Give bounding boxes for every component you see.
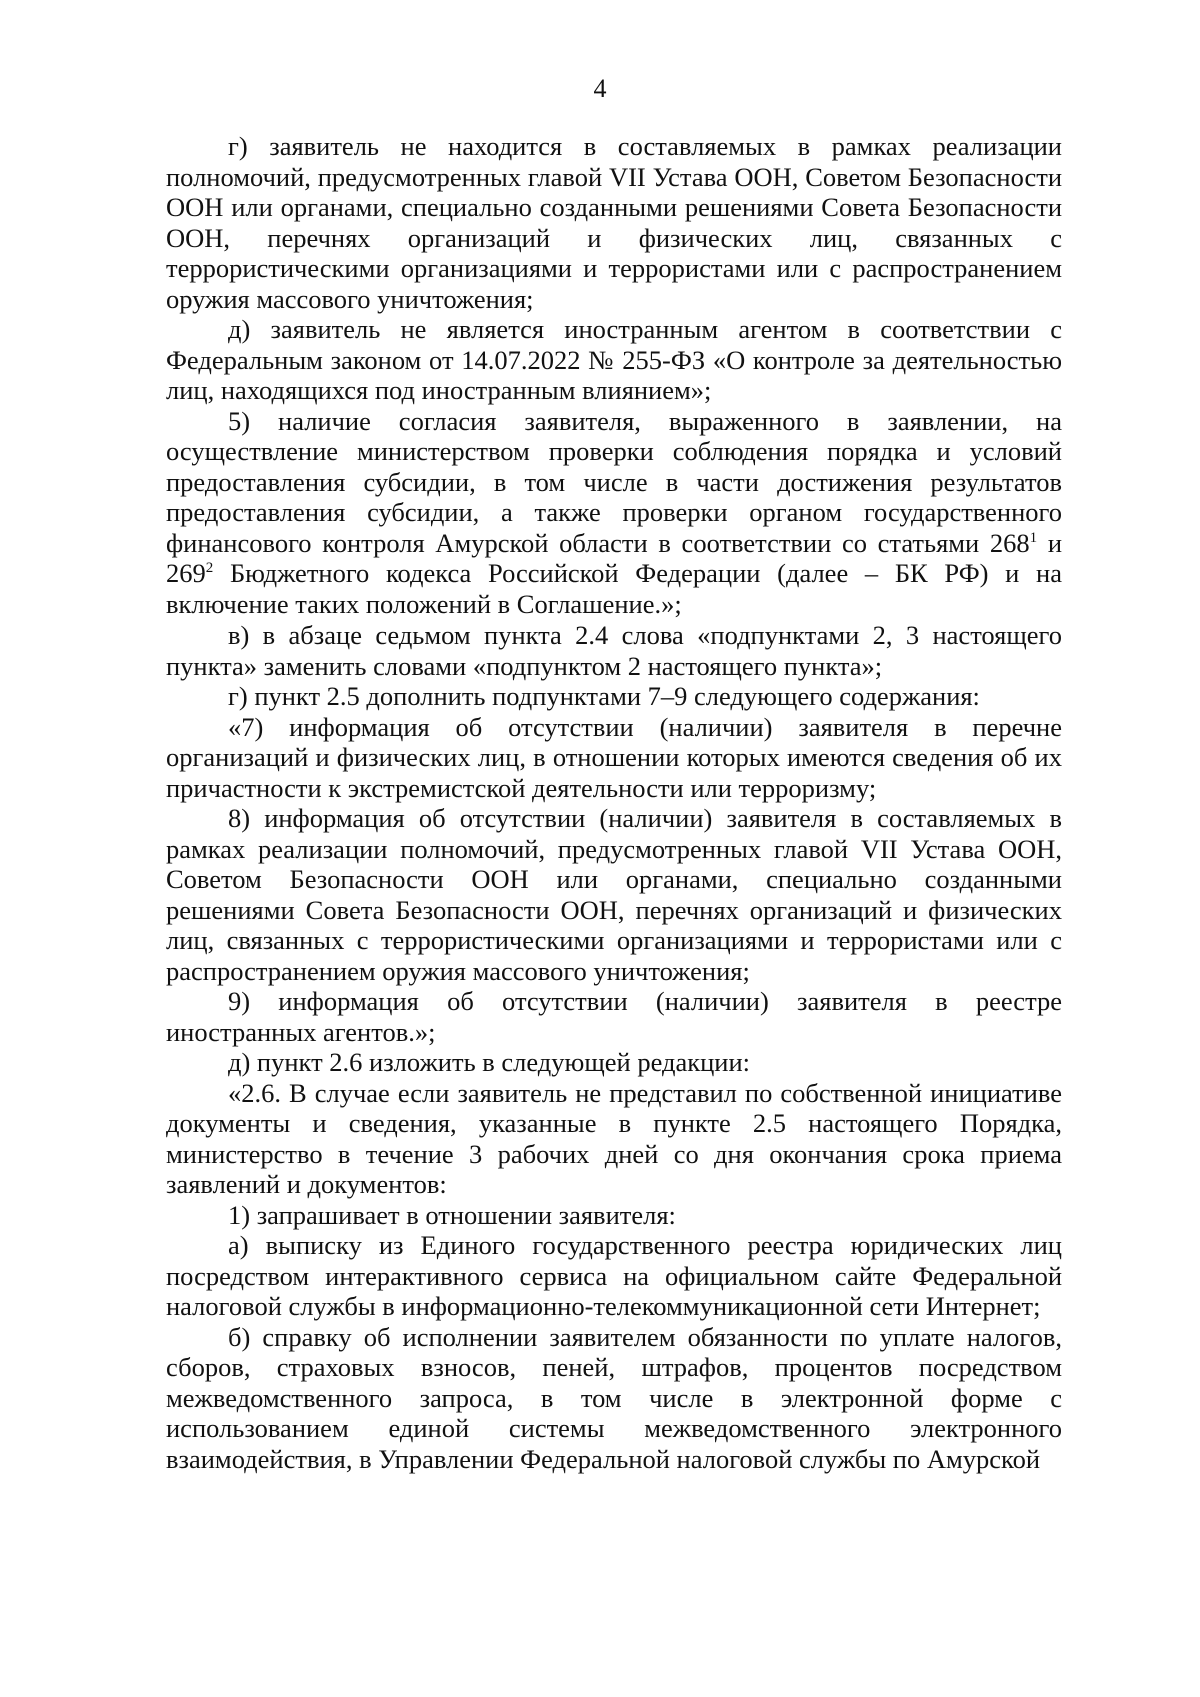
paragraph-amendment-d: д) пункт 2.6 изложить в следующей редакции: bbox=[228, 1047, 751, 1077]
paragraph-subitem-b-tax-certificate: б) справку об исполнении заявителем обязанности по уплате налогов, сборов, страховых взносов, пеней, штрафов, процентов посредством межведомственного запроса, в том числе в электронной форме с использованием единой системы межведомственного электронного взаимодействия, в Управлении Федеральной налоговой службы по Амурской bbox=[166, 1321, 1062, 1474]
paragraph-subitem-d-not-foreign-agent: д) заявитель не является иностранным агентом в соответствии с Федеральным законом от 14.07.2022 № 255-ФЗ «О контроле за деятельностью лиц, находящихся под иностранным влиянием»; bbox=[166, 314, 1062, 405]
paragraph-amendment-v: в) в абзаце седьмом пункта 2.4 слова «подпунктами 2, 3 настоящего пункта» заменить словами «подпунктом 2 настоящего пункта»; bbox=[166, 620, 1062, 681]
paragraph-item-5-part1: 5) наличие согласия заявителя, выраженного в заявлении, на осуществление министерством проверки соблюдения порядка и условий предоставления субсидии, в том числе в части достижения результатов предоставления субсидии, а также проверки органом государственного финансового контроля Амурской области в соответствии со статьями 268 bbox=[166, 405, 1062, 558]
paragraph-item-5-consent bbox=[166, 406, 1062, 620]
paragraph-subitem-a-egrul: а) выписку из Единого государственного реестра юридических лиц посредством интерактивного сервиса на официальном сайте Федеральной налоговой службы в информационно-телекоммуникационной сети Интернет; bbox=[166, 1230, 1062, 1321]
paragraph-amendment-g: г) пункт 2.5 дополнить подпунктами 7–9 следующего содержания: bbox=[228, 681, 980, 711]
paragraph-item-2-6: «2.6. В случае если заявитель не представил по собственной инициативе документы и сведения, указанные в пункте 2.5 настоящего Порядка, министерство в течение 3 рабочих дней со дня окончания срока приема заявлений и документов: bbox=[166, 1077, 1062, 1199]
paragraph-subitem-8: 8) информация об отсутствии (наличии) заявителя в составляемых в рамках реализации полномочий, предусмотренных главой VII Устава ООН, Советом Безопасности ООН или органами, специально созданными решениями Совета Безопасности ООН, перечнях организаций и физических лиц, связанных с террористическими организациями и террористами или с распространением оружия массового уничтожения; bbox=[166, 803, 1062, 986]
page-number: 4 bbox=[593, 74, 607, 103]
paragraph-subitem-1-requests: 1) запрашивает в отношении заявителя: bbox=[228, 1199, 676, 1230]
paragraph-item-5-part2: и 269 bbox=[166, 527, 1062, 588]
paragraph-subitem-g-not-in-un-lists: г) заявитель не находится в составляемых в рамках реализации полномочий, предусмотренных главой VII Устава ООН, Советом Безопасности ООН или органами, специально созданными решениями Совета Безопасности ООН, перечнях организаций и физических лиц, связанных с террористическими организациями и террористами или с распространением оружия массового уничтожения; bbox=[166, 131, 1062, 314]
superscript-1: 1 bbox=[1029, 529, 1038, 546]
paragraph-subitem-7: «7) информация об отсутствии (наличии) заявителя в перечне организаций и физических лиц, в отношении которых имеются сведения об их причастности к экстремистской деятельности или терроризму; bbox=[166, 711, 1062, 803]
document-body bbox=[166, 131, 1062, 1474]
paragraph-subitem-9: 9) информация об отсутствии (наличии) заявителя в реестре иностранных агентов.»; bbox=[166, 986, 1062, 1047]
superscript-2: 2 bbox=[205, 560, 214, 577]
paragraph-item-5-part3: Бюджетного кодекса Российской Федерации (далее – БК РФ) и на включение таких положений в Соглашение.»; bbox=[166, 558, 1062, 619]
